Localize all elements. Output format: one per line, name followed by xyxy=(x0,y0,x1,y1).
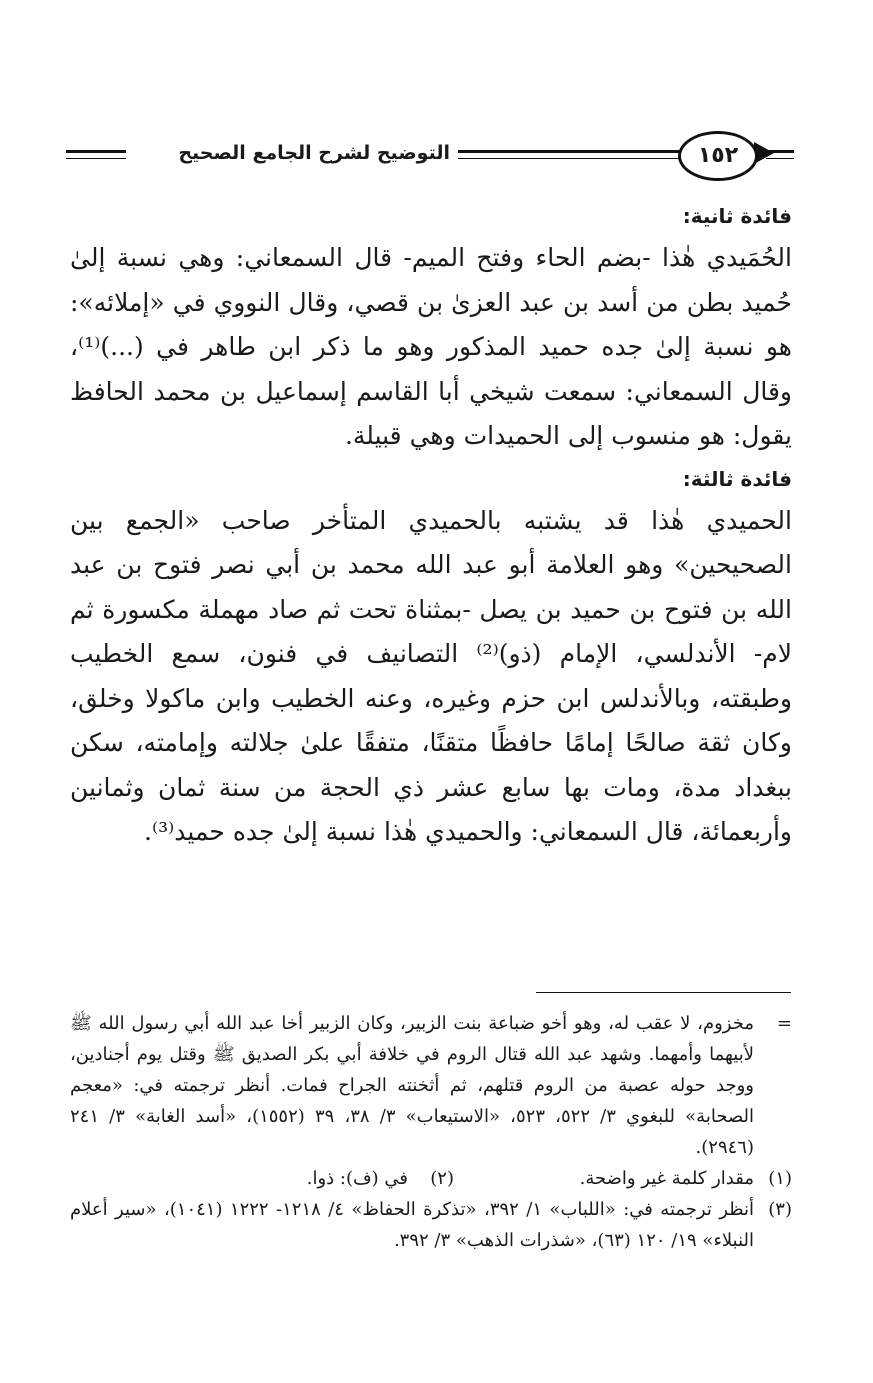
footnote-continuation-text: مخزوم، لا عقب له، وهو أخو ضباعة بنت الزبير، وكان الزبير أخا عبد الله أبي رسول الله ﷺ لأبيهما وأمهما. وشهد عبد الله قتال الروم في خلافة أبي بكر الصديق ﷺ وقتل يوم أجنادين، ووجد حوله عصبة من الروم قتلهم، ثم أثخنته الجراح فمات. أنظر ترجمته في: «معجم الصحابة» للبغوي ٣/ ٥٢٢، ٥٢٣، «الاستيعاب» ٣/ ٣٨، ٣٩ (١٥٥٢)، «أسد الغابة» ٣/ ٢٤١ (٢٩٤٦). xyxy=(70,1013,755,1158)
header-rule-left-thin xyxy=(66,158,126,159)
footnote-separator xyxy=(536,992,791,993)
paragraph-third-benefit: الحميدي هٰذا قد يشتبه بالحميدي المتأخر صاحب «الجمع بين الصحيحين» وهو العلامة أبو عبد الله محمد بن أبي نصر فتوح بن عبد الله بن فتوح بن حميد بن يصل -بمثناة تحت ثم صاد مهملة مكسورة ثم لام- الأندلسي، الإمام (ذو)⁽²⁾ التصانيف في فنون، سمع الخطيب وطبقته، وبالأندلس ابن حزم وغيره، وعنه الخطيب وابن ماكولا وخلق، وكان ثقة صالحًا إمامًا حافظًا متقنًا، متفقًا علىٰ جلالته وإمامته، سكن ببغداد مدة، ومات بها سابع عشر ذي الحجة من سنة ثمان وثمانين وأربعمائة، قال السمعاني: والحميدي هٰذا نسبة إلىٰ جده حميد⁽³⁾. xyxy=(70,505,792,846)
footnote-1-text: مقدار كلمة غير واضحة. xyxy=(579,1168,754,1189)
paragraph-second-benefit: الحُمَيدي هٰذا -بضم الحاء وفتح الميم- قال السمعاني: وهي نسبة إلىٰ حُميد بطن من أسد بن عبد العزىٰ بن قصي، وقال النووي في «إملائه»: هو نسبة إلىٰ جده حميد المذكور وهو ما ذكر ابن طاهر في (...)⁽¹⁾، وقال السمعاني: سمعت شيخي أبا القاسم إسماعيل بن محمد الحافظ يقول: هو منسوب إلى الحميدات وهي قبيلة. xyxy=(70,243,792,450)
main-text xyxy=(70,196,792,855)
running-header xyxy=(66,128,794,186)
header-rule-left xyxy=(66,150,126,153)
footnote-pair-1-2 xyxy=(70,1163,792,1194)
book-title: التوضيح لشرح الجامع الصحيح xyxy=(170,142,458,164)
footnotes xyxy=(70,1008,792,1256)
footnote-3-mark: (٣) xyxy=(768,1199,792,1220)
footnote-continuation-mark: = xyxy=(776,1013,792,1034)
footnote-continuation xyxy=(70,1008,792,1163)
section-heading-third-benefit: فائدة ثالثة: xyxy=(682,466,792,491)
footnote-3-text: أنظر ترجمته في: «اللباب» ١/ ٣٩٢، «تذكرة الحفاظ» ٤/ ١٢١٨- ١٢٢٢ (١٠٤١)، «سير أعلام النبلاء» ١٩/ ١٢٠ (٦٣)، «شذرات الذهب» ٣/ ٣٩٢. xyxy=(70,1199,754,1251)
footnote-1-mark: (١) xyxy=(768,1168,792,1189)
footnote-2-mark: (٢) xyxy=(430,1168,454,1189)
page-number: ١٥٢ xyxy=(678,131,758,181)
section-heading-second-benefit: فائدة ثانية: xyxy=(682,204,792,228)
footnote-2-text: في (ف): ذوا. xyxy=(306,1168,408,1189)
footnote-3 xyxy=(70,1194,792,1256)
